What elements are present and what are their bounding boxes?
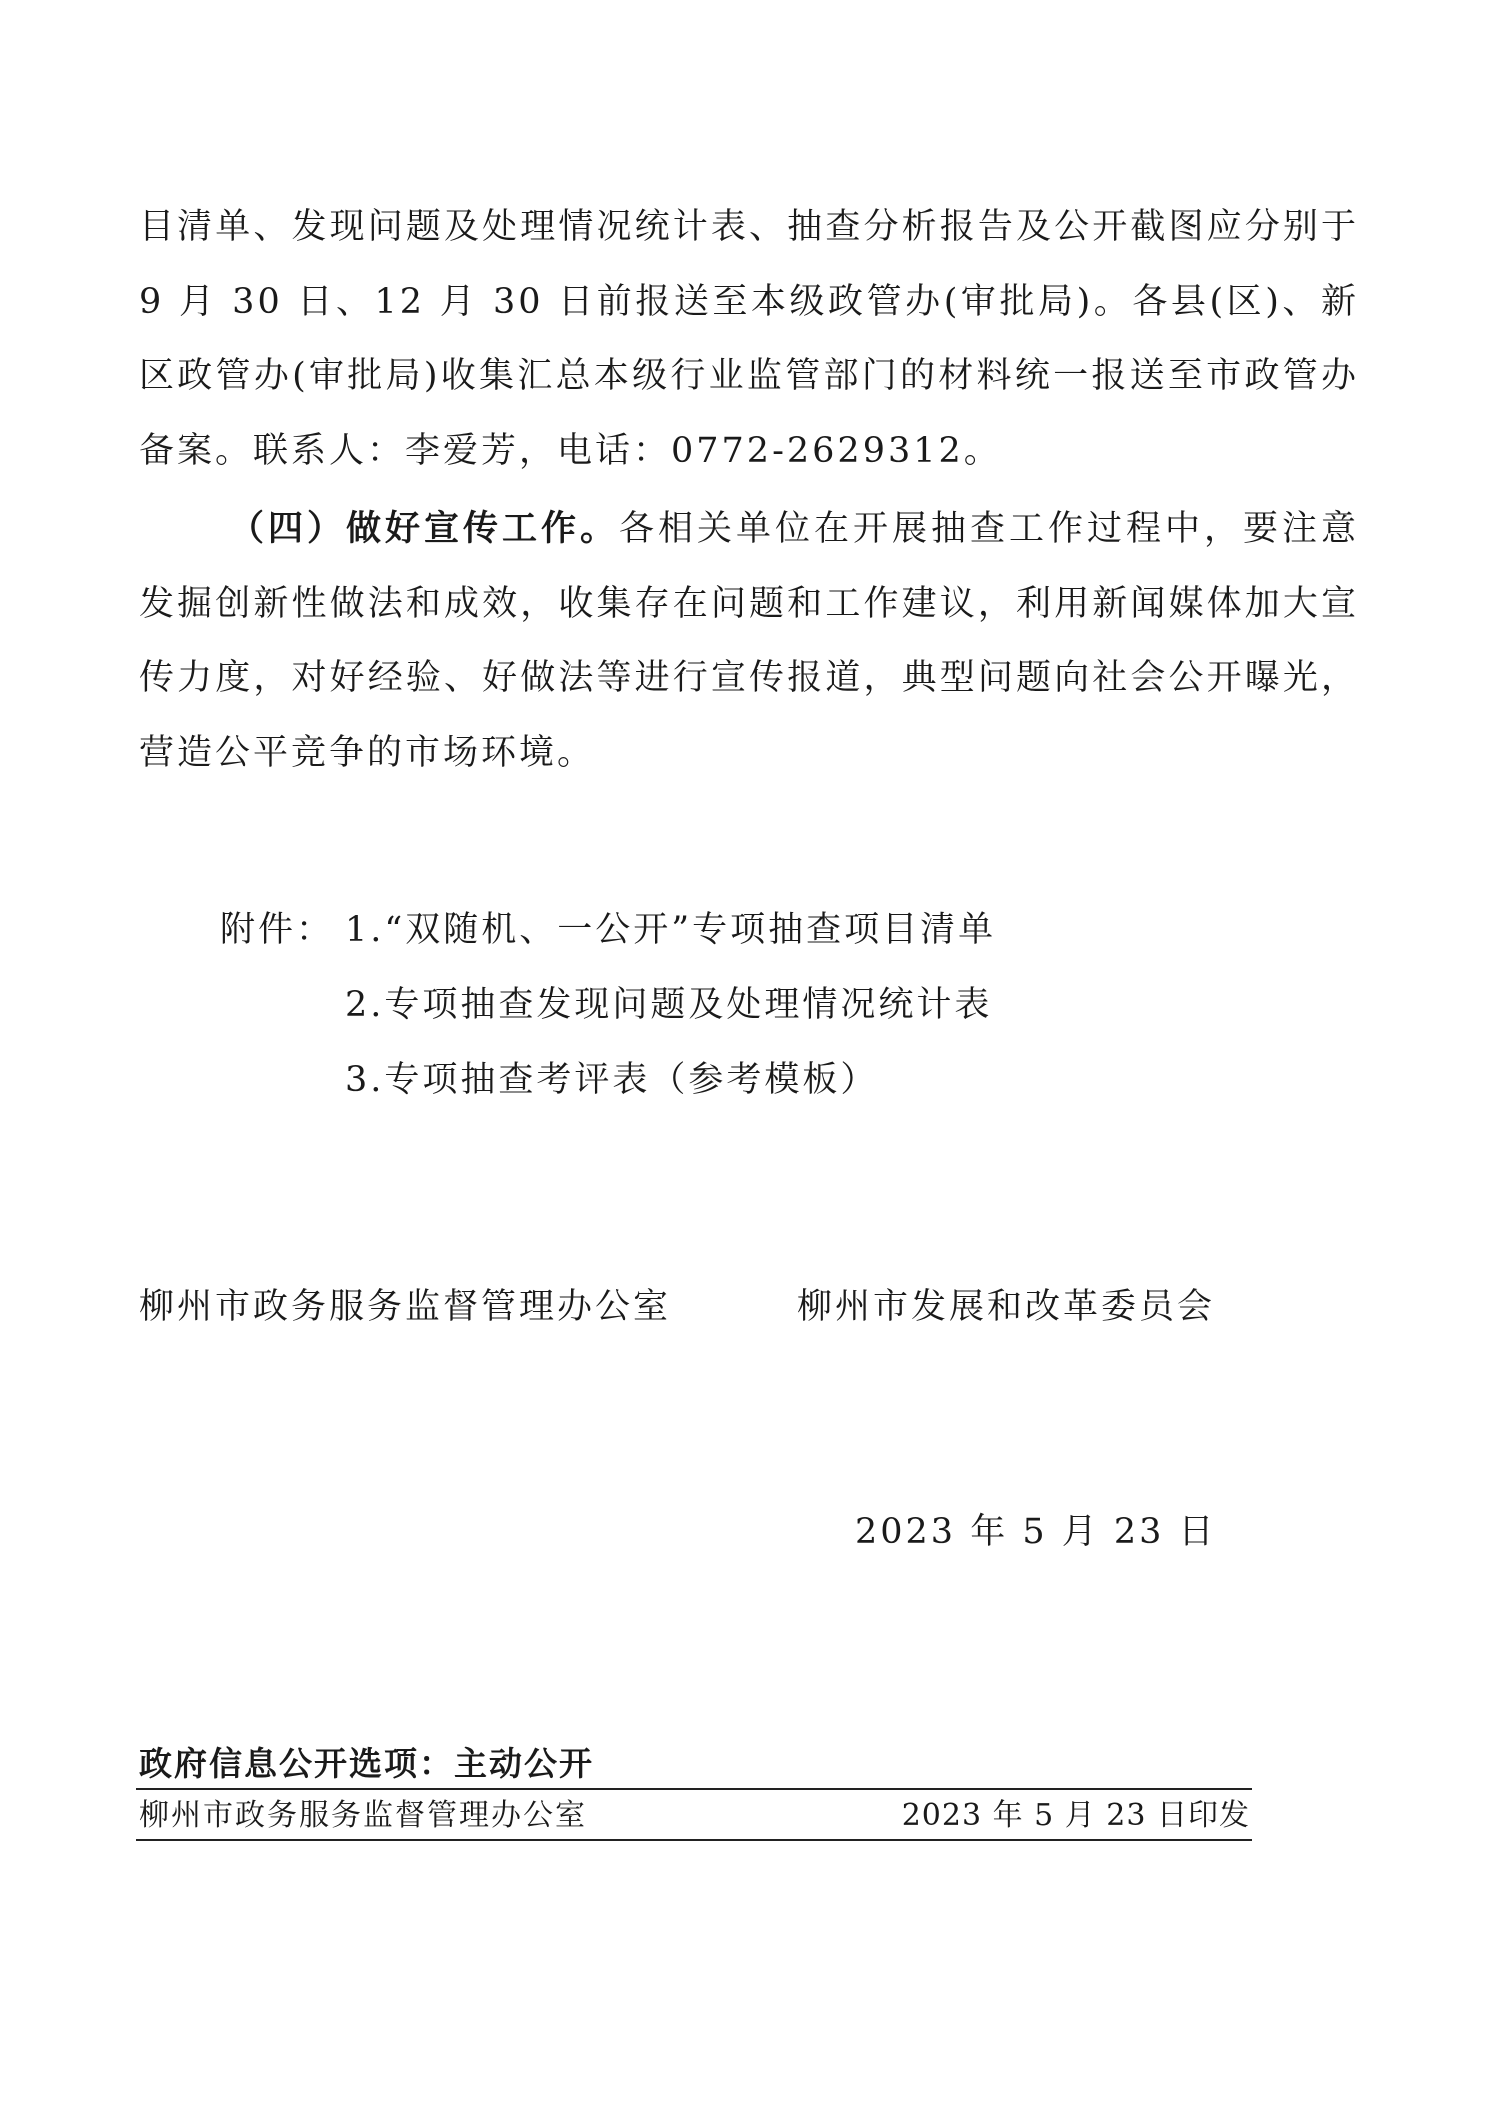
signing-organization: 柳州市发展和改革委员会 <box>797 1287 1216 1327</box>
footer-divider-top <box>136 1788 1252 1790</box>
attachments-label: 附件： <box>220 910 335 950</box>
disclosure-option: 政府信息公开选项：主动公开 <box>139 1744 594 1783</box>
footer-issue-date: 2023 年 5 月 23 日印发 <box>901 1798 1250 1833</box>
attachment-item: 1.“双随机、一公开”专项抽查项目清单 <box>345 910 997 950</box>
attachment-item: 2.专项抽查发现问题及处理情况统计表 <box>345 985 993 1025</box>
signing-organization: 柳州市政务服务监督管理办公室 <box>139 1287 672 1327</box>
paragraph-publicity-text: 各相关单位在开展抽查工作过程中，要注意发掘创新性做法和成效，收集存在问题和工作建议，利用新闻媒体加大宣传力度，对好经验、好做法等进行宣传报道，典型问题向社会公开曝光，营造公平竞争的市场环境。 <box>139 509 1359 773</box>
paragraph-submission-instructions: 目清单、发现问题及处理情况统计表、抽查分析报告及公开截图应分别于 9 月 30 日、12 月 30 日前报送至本级政管办(审批局)。各县(区)、新区政管办(审批局)收集汇总本级行业监管部门的材料统一报送至市政管办备案。联系人：李爱芳，电话：0772-2629312。 <box>139 207 1359 471</box>
section-heading-publicity: （四）做好宣传工作。 <box>229 508 619 549</box>
attachment-item: 3.专项抽查考评表（参考模板） <box>345 1060 879 1100</box>
footer-issuer: 柳州市政务服务监督管理办公室 <box>139 1798 587 1833</box>
footer-divider-bottom <box>136 1839 1252 1841</box>
document-date: 2023 年 5 月 23 日 <box>855 1512 1217 1552</box>
paragraph-publicity-work <box>139 492 1359 790</box>
